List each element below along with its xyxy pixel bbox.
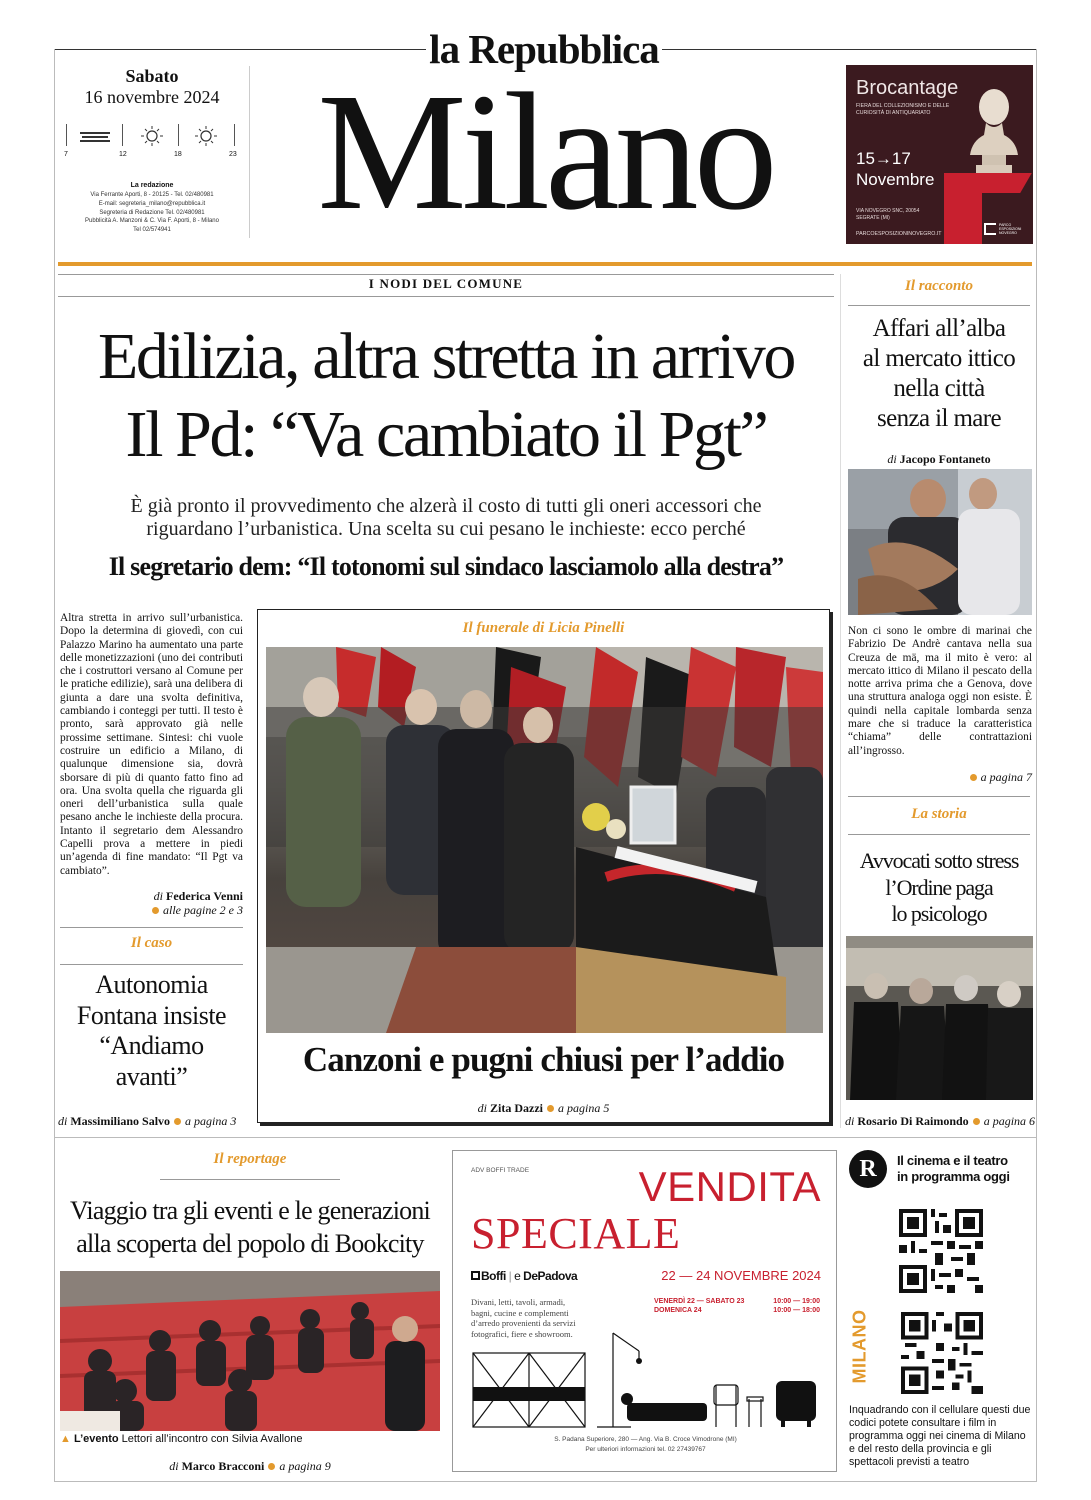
- mercato-photo[interactable]: [848, 469, 1032, 615]
- lead-byline: di Federica Venni: [153, 889, 243, 903]
- boffi-logo-icon: [471, 1271, 480, 1280]
- masthead-rule-left: [54, 49, 426, 50]
- frame-left: [54, 49, 55, 1481]
- r-logo-icon: R: [849, 1150, 887, 1188]
- storia-headline[interactable]: Avvocati sotto stress l’Ordine paga lo psicologo: [859, 848, 1019, 926]
- column-divider: [840, 274, 841, 1128]
- racconto-body: Non ci sono le ombre di marinai che Fabrizio De Andrè cantava nella sua Creuza de mä, ma il mito è vero: al mercato ittico di Milano il pescato della notte arriva prima che a Genova, dove una struttura analoga oggi non esiste. È quindi nella capitale lombarda senza mare che si traduce la caratteristica “chiama” delle contrattazioni all’ingrosso.: [848, 625, 1032, 757]
- orange-dot-icon: [547, 1105, 554, 1112]
- reportage-headline[interactable]: Viaggio tra gli eventi e le generazioni alla scoperta del popolo di Bookcity: [70, 1196, 430, 1258]
- bottom-row-rule: [54, 1137, 1037, 1138]
- boffi-info: Per ulteriori informazioni tel. 02 27439767: [585, 1446, 706, 1453]
- caso-rule: [60, 964, 243, 965]
- orange-dot-icon: [970, 774, 977, 781]
- storia-rule: [848, 834, 1030, 835]
- weather-rule: [122, 124, 123, 146]
- lead-summary: È già pronto il provvedimento che alzerà il costo di tutti gli oneri accessori che riguardano l’urbanistica. Una scelta su cui pesano le inchieste: ecco perché: [130, 495, 762, 540]
- brocantage-ad[interactable]: [846, 65, 1033, 244]
- lead-pages[interactable]: alle pagine 2 e 3: [60, 903, 243, 918]
- racconto-page[interactable]: a pagina 7: [848, 770, 1032, 785]
- masthead-separator: [58, 262, 1032, 266]
- avvocati-photo[interactable]: [846, 936, 1033, 1100]
- orange-dot-icon: [152, 907, 159, 914]
- weather-rule: [178, 124, 179, 146]
- ad-dates: 15→17: [856, 149, 911, 168]
- section-rule: [58, 296, 834, 297]
- qr-code-cinema[interactable]: [899, 1209, 983, 1293]
- dateline-day: Sabato: [125, 66, 179, 86]
- racconto-kicker: Il racconto: [905, 278, 973, 294]
- boffi-address: S. Padana Superiore, 280 — Ang. Via B. Croce Vimodrone (MI): [554, 1436, 737, 1443]
- caso-headline[interactable]: Autonomia Fontana insiste “Andiamo avanti”: [76, 970, 227, 1091]
- ad-url[interactable]: PARCOESPOSIZIONINOVEGRO.IT: [856, 231, 942, 237]
- racconto-headline[interactable]: Affari all’alba al mercato ittico nella città senza il mare: [862, 315, 1016, 432]
- lead-body: Altra stretta in arrivo sull’urbanistica. Dopo la determina di giovedì, con cui Palazzo Marino ha aumentato una parte delle monetizzazioni (uno dei contributi che i costruttori versano al Comune per le pratiche edilizie), sarà una delibera di giunta a dare una svolta definitiva, cambiando i conteggi per tutti. Il testo è pronto, sarà approvato già nelle prossime settimane. Sintesi: chi vuole costruire un edificio a Milano, di qualunque dimensione sia, dovrà sborsare di più di quanto fatto fino ad ora. Una svolta quella che riguarda gli oneri dell’urbanistica sulla quale pesano anche le inchieste della procura. Intanto il segretario dem Alessandro Capelli prova a mettere in piedi un’agenda di fine mandato: “Il Pgt va cambiato”.: [60, 612, 243, 877]
- cinema-title: Il cinema e il teatro in programma oggi: [897, 1153, 1010, 1184]
- ad-logo-text: PARCO ESPOSIZIONI NOVEGRO: [999, 223, 1022, 236]
- caso-kicker: Il caso: [130, 935, 173, 951]
- orange-dot-icon: [174, 1118, 181, 1125]
- boffi-title-2: SPECIALE: [471, 1209, 681, 1258]
- storia-byline[interactable]: di Rosario Di Raimondo a pagina 6: [845, 1114, 1036, 1128]
- bookcity-photo[interactable]: [60, 1271, 440, 1431]
- masthead-rule-right: [662, 49, 1037, 50]
- caso-rule: [60, 927, 243, 928]
- redazione-title: La redazione: [130, 182, 174, 189]
- reportage-byline[interactable]: di Marco Bracconi a pagina 9: [169, 1459, 331, 1473]
- bookcity-caption: ▲ L’evento Lettori all’incontro con Silvia Avallone: [60, 1433, 303, 1445]
- storia-kicker: La storia: [911, 806, 967, 822]
- fog-icon: [80, 130, 110, 146]
- triangle-icon: ▲: [60, 1433, 71, 1445]
- weather-rule: [66, 124, 67, 146]
- weather-rule: [234, 124, 235, 146]
- weather-temp: 23: [229, 151, 237, 158]
- orange-dot-icon: [973, 1118, 980, 1125]
- milano-vertical: MILANO: [849, 1309, 870, 1384]
- orange-dot-icon: [268, 1463, 275, 1470]
- reportage-kicker: Il reportage: [213, 1151, 287, 1167]
- city-title: Milano: [317, 59, 773, 245]
- lead-headline[interactable]: Edilizia, altra stretta in arrivo Il Pd: “Va cambiato il Pgt”: [98, 320, 794, 471]
- boffi-ad[interactable]: [452, 1150, 837, 1472]
- funerale-headline[interactable]: Canzoni e pugni chiusi per l’addio: [302, 1040, 785, 1079]
- redazione-info: Via Ferrante Aporti, 8 - 20125 - Tel. 02/480981 E-mail: segreteria_milano@repubblica.it Segreteria di Redazione Tel. 02/480981 Pubblicità A. Manzoni & C. Via F. Aporti, 8 - Milano Tel 02/574941: [85, 192, 219, 234]
- weather-temp: 18: [174, 151, 182, 158]
- novegro-logo-icon: [984, 223, 996, 235]
- funerale-photo[interactable]: [266, 647, 823, 1033]
- funerale-kicker: Il funerale di Licia Pinelli: [462, 620, 625, 636]
- ad-address: VIA NOVEGRO SNC, 20054 SEGRATE (MI): [856, 208, 920, 221]
- dateline-date: 16 novembre 2024: [84, 87, 220, 107]
- boffi-tag: ADV BOFFI TRADE: [471, 1167, 530, 1174]
- caso-byline[interactable]: di Massimiliano Salvo a pagina 3: [58, 1114, 237, 1128]
- brand-logo[interactable]: la Repubblica: [429, 26, 659, 72]
- frame-right: [1036, 49, 1037, 1481]
- weather-temp: 12: [119, 151, 127, 158]
- ad-month: Novembre: [856, 170, 935, 189]
- dateline-divider: [249, 66, 250, 238]
- funerale-byline[interactable]: di Zita Dazzi a pagina 5: [477, 1101, 610, 1115]
- bust-image: [964, 85, 1022, 177]
- boffi-hours: VENERDÌ 22 — SABATO 23 10:00 — 19:00 DOMENICA 24 10:00 — 18:00: [654, 1298, 820, 1314]
- boffi-dates: 22 — 24 NOVEMBRE 2024: [661, 1268, 821, 1283]
- weather-temp: 7: [64, 151, 68, 158]
- lead-subhead: Il segretario dem: “Il totonomi sul sindaco lasciamolo alla destra”: [108, 552, 784, 581]
- weather-strip: [66, 124, 240, 164]
- section-label: I NODI DEL COMUNE: [368, 276, 524, 291]
- racconto-byline: di Jacopo Fontaneto: [887, 452, 991, 466]
- ad-title: Brocantage: [856, 77, 959, 99]
- reportage-rule: [160, 1179, 340, 1180]
- boffi-title-1: VENDITA: [638, 1163, 821, 1210]
- qr-code-teatro[interactable]: [901, 1312, 983, 1394]
- cinema-text: Inquadrando con il cellulare questi due codici potete consultare i film in programma oggi nei cinema di Milano e del resto della provincia e gli spettacoli previsti a teatro: [849, 1404, 1031, 1468]
- racconto-rule: [848, 305, 1030, 306]
- furniture-illustration: [471, 1329, 821, 1429]
- boffi-brand: Boffi | e DePadova: [471, 1269, 577, 1283]
- frame-bottom: [54, 1481, 1037, 1482]
- sun-icon: [190, 126, 222, 146]
- section-rule: [58, 274, 834, 275]
- ad-subtitle: FIERA DEL COLLEZIONISMO E DELLE CURIOSITÀ DI ANTIQUARIATO: [856, 103, 950, 116]
- sun-icon: [136, 126, 168, 146]
- storia-rule: [848, 796, 1030, 797]
- depadova-logo-icon: e: [514, 1269, 521, 1283]
- boffi-desc: Divani, letti, tavoli, armadi, bagni, cucine e complementi d’arredo provenienti da servizi fotografici, fiere e showroom.: [471, 1297, 576, 1339]
